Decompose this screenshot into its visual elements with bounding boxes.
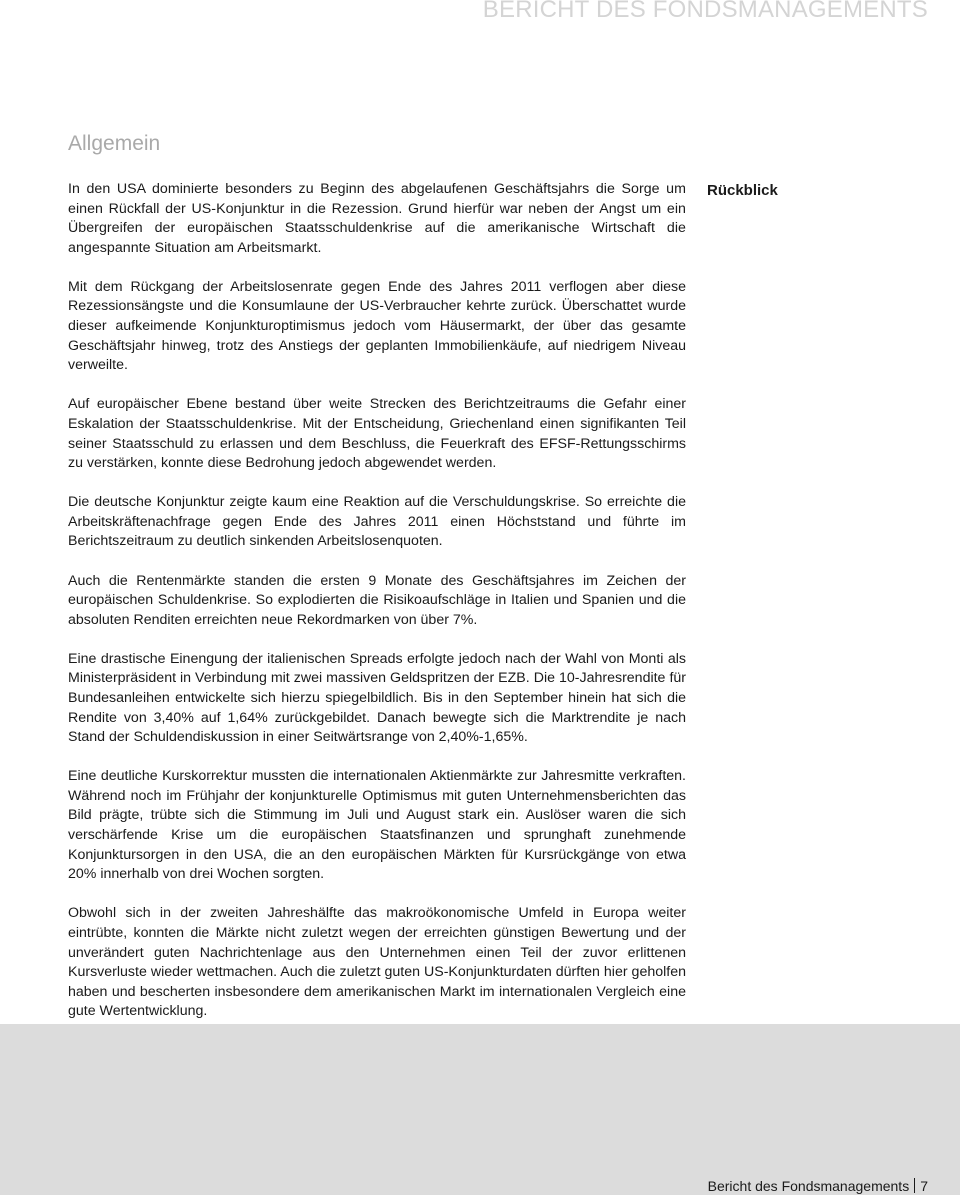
page-number: 7 [920,1178,928,1194]
footer-band [0,1024,960,1195]
section-title: Allgemein [68,132,161,155]
footer-separator [914,1178,915,1193]
paragraph: Eine deutliche Kurskorrektur mussten die internationalen Aktienmärkte zur Jahresmitte verkraften. Während noch im Frühjahr der konjunkturelle Optimismus mit guten Unternehmensberichten das Bild prägte, trübte sich die Stimmung im Juli und August stark ein. Auslöser waren die sich verschärfende Krise um die europäischen Staatsfinanzen und sprunghaft zunehmende Konjunktursorgen in den USA, die an den europäischen Märkten für Kursrückgänge von etwa 20% innerhalb von drei Wochen sorgten. [68,768,686,883]
paragraph: Mit dem Rückgang der Arbeitslosenrate gegen Ende des Jahres 2011 verflogen aber diese Rezessionsängste und die Konsumlaune der US-Verbraucher kehrte zurück. Überschattet wurde dieser aufkeimende Konjunkturoptimismus jedoch vom Häusermarkt, der über das gesamte Geschäftsjahr hinweg, trotz des Anstiegs der geplanten Immobilienkäufe, auf niedrigem Niveau verweilte. [68,278,686,374]
paragraph: Eine drastische Einengung der italienischen Spreads erfolgte jedoch nach der Wahl von Monti als Ministerpräsident in Verbindung mit zwei massiven Geldspritzen der EZB. Die 10-Jahresrendite für Bundesanleihen entwickelte sich hierzu spiegelbildlich. Bis in den September hinein hat sich die Rendite von 3,40% auf 1,64% zurückgebildet. Danach bewegte sich die Marktrendite je nach Stand der Schuldendiskussion in einer Seitwärtsrange von 2,40%-1,65%. [68,650,686,746]
body-text [68,180,686,1041]
paragraph: In den USA dominierte besonders zu Beginn des abgelaufenen Geschäftsjahrs die Sorge um einen Rückfall der US-Konjunktur in die Rezession. Grund hierfür war neben der Angst um ein Übergreifen der europäischen Staatsschuldenkrise auf die amerikanische Wirtschaft die angespannte Situation am Arbeitsmarkt. [68,181,686,256]
running-header: BERICHT DES FONDSMANAGEMENTS [482,0,928,23]
page-footer [708,1178,928,1194]
footer-label: Bericht des Fondsmanagements [707,1178,910,1194]
paragraph: Obwohl sich in der zweiten Jahreshälfte das makroökonomische Umfeld in Europa weiter eintrübte, konnten die Märkte nicht zuletzt wegen der erreichten günstigen Bewertung und der unverändert guten Nachrichtenlage aus den Unternehmen einen Teil der zuvor erlittenen Kursverluste wieder wettmachen. Auch die zuletzt guten US-Konjunkturdaten dürften hier geholfen haben und bescherten insbesondere dem amerikanischen Markt im internationalen Vergleich eine gute Wertentwicklung. [68,905,686,1020]
paragraph: Die deutsche Konjunktur zeigte kaum eine Reaktion auf die Verschuldungskrise. So erreichte die Arbeitskräftenachfrage gegen Ende des Jahres 2011 einen Höchststand und führte im Berichtszeitraum zu deutlich sinkenden Arbeitslosenquoten. [68,494,686,550]
paragraph: Auch die Rentenmärkte standen die ersten 9 Monate des Geschäftsjahres im Zeichen der europäischen Schuldenkrise. So explodierten die Risikoaufschläge in Italien und Spanien und die absoluten Renditen erreichten neue Rekordmarken von über 7%. [68,572,686,628]
margin-label: Rückblick [707,182,778,199]
paragraph: Auf europäischer Ebene bestand über weite Strecken des Berichtzeitraums die Gefahr einer Eskalation der Staatsschuldenkrise. Mit der Entscheidung, Griechenland einen signifikanten Teil seiner Staatsschuld zu erlassen und dem Beschluss, die Feuerkraft des EFSF-Rettungsschirms zu verstärken, konnte diese Bedrohung jedoch abgewendet werden. [68,396,686,472]
